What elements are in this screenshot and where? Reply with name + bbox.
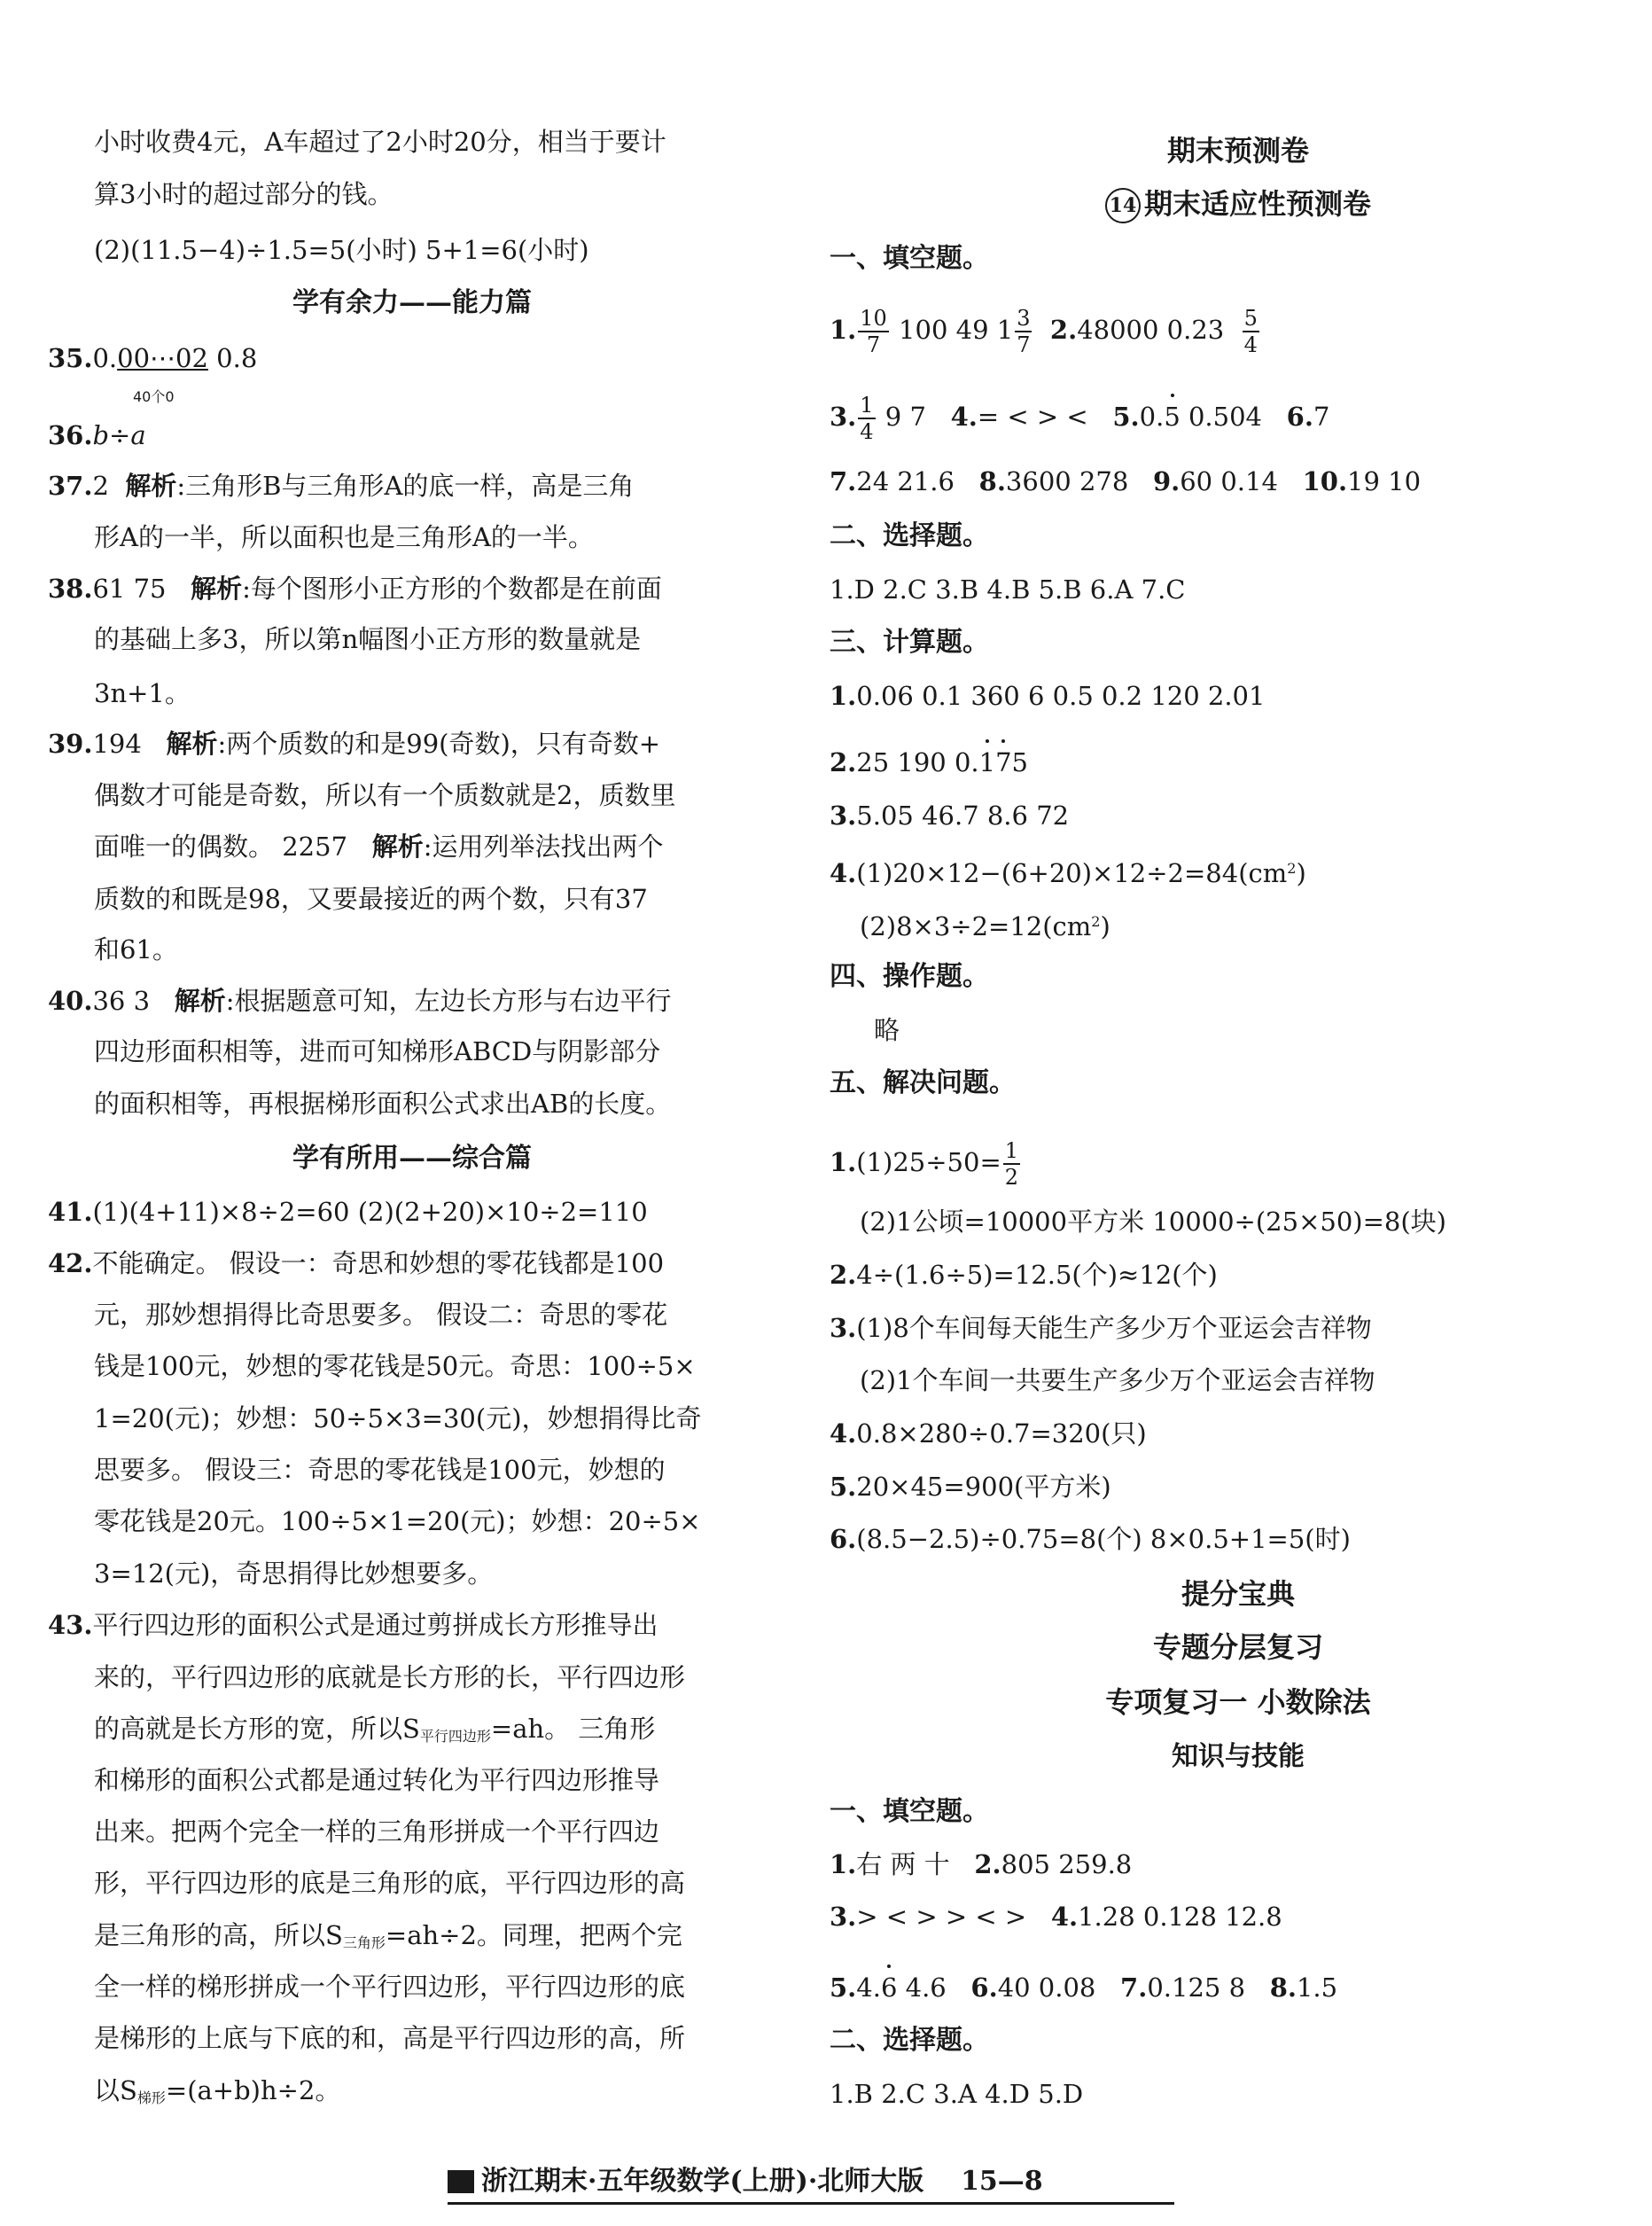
calc-4-c: (2)8×3÷2=12(cm bbox=[860, 911, 1092, 941]
repeating-digit: 6 bbox=[881, 1970, 897, 2005]
text-line: 出来。把两个完全一样的三角形拼成一个平行四边 bbox=[94, 1816, 660, 1847]
fraction bbox=[858, 393, 875, 444]
section-choice: 二、选择题。 bbox=[830, 520, 989, 551]
q39-line3 bbox=[94, 829, 663, 864]
section-heading-ability: 学有余力——能力篇 bbox=[292, 287, 532, 318]
section-choice-2: 二、选择题。 bbox=[830, 2025, 989, 2056]
calc-2-d: 5 bbox=[1011, 747, 1028, 777]
text-line: 零花钱是20元。100÷5×1=20(元)；妙想：20÷5× bbox=[94, 1506, 701, 1536]
text-line: 3=12(元)，奇思捐得比妙想要多。 bbox=[94, 1558, 494, 1589]
numerator: 5 bbox=[1243, 306, 1258, 331]
denominator: 7 bbox=[1017, 332, 1031, 357]
section-solve: 五、解决问题。 bbox=[830, 1067, 1016, 1098]
q38-line1 bbox=[48, 571, 662, 606]
solve-6-text: (8.5−2.5)÷0.75=8(个) 8×0.5+1=5(时) bbox=[856, 1524, 1351, 1554]
q43-g1: 是三角形的高，所以S bbox=[94, 1920, 343, 1950]
analysis-label: 解析 bbox=[371, 832, 424, 862]
fill-row3 bbox=[830, 464, 1421, 499]
q-number: 36. bbox=[48, 420, 93, 450]
q35 bbox=[48, 340, 257, 376]
q39-d: 面唯一的偶数。 2257 bbox=[94, 832, 348, 862]
q36 bbox=[48, 418, 146, 453]
q43-j2: =(a+b)h÷2。 bbox=[165, 2075, 341, 2105]
q39-b: :两个质数的和是99(奇数)，只有奇数+ bbox=[217, 729, 661, 759]
solve-2-text: 4÷(1.6÷5)=12.5(个)≈12(个) bbox=[856, 1260, 1218, 1290]
q-number: 42. bbox=[48, 1248, 93, 1278]
text-line: 3n+1。 bbox=[94, 678, 191, 708]
text-line: 钱是100元，妙想的零花钱是50元。奇思：100÷5× bbox=[94, 1351, 696, 1381]
q-number: 40. bbox=[48, 986, 93, 1016]
page-number: 15—8 bbox=[961, 2166, 1043, 2197]
calc-4-b: ) bbox=[1296, 858, 1306, 888]
q-number: 43. bbox=[48, 1610, 93, 1640]
q43-c1: 的高就是长方形的宽，所以S bbox=[94, 1714, 420, 1744]
q43-a: 平行四边形的面积公式是通过剪拼成长方形推导出 bbox=[92, 1610, 658, 1640]
q43-line7 bbox=[94, 1917, 682, 1961]
q-number: 41. bbox=[48, 1197, 93, 1227]
analysis-label: 解析 bbox=[125, 471, 177, 501]
fill-8-values: 3600 278 bbox=[1005, 466, 1129, 496]
review-3-values: > < > > < > bbox=[856, 1902, 1027, 1932]
q38-b: :每个图形小正方形的个数都是在前面 bbox=[242, 574, 662, 604]
solve-3 bbox=[830, 1310, 1372, 1346]
q-number: 3. bbox=[830, 1313, 857, 1343]
q-number: 6. bbox=[1286, 402, 1313, 432]
fraction bbox=[858, 306, 889, 357]
review-5-a: 4. bbox=[856, 1972, 881, 2003]
review-8-values: 1.5 bbox=[1296, 1972, 1338, 2003]
text-line: 四边形面积相等，进而可知梯形ABCD与阴影部分 bbox=[94, 1036, 661, 1066]
fill-1-values: 100 49 1 bbox=[890, 315, 1014, 345]
q41-answer: (1)(4+11)×8÷2=60 (2)(2+20)×10÷2=110 bbox=[92, 1197, 648, 1227]
denominator: 4 bbox=[860, 419, 874, 444]
solve-2 bbox=[830, 1257, 1218, 1293]
calc-2 bbox=[830, 745, 1028, 780]
fill-10-values: 19 10 bbox=[1347, 466, 1422, 496]
fraction bbox=[1003, 1138, 1020, 1190]
q43-line1 bbox=[48, 1607, 658, 1643]
q43-g2: =ah÷2。同理，把两个完 bbox=[385, 1920, 682, 1950]
analysis-label: 解析 bbox=[166, 729, 218, 759]
q43-g-sub: 三角形 bbox=[342, 1934, 386, 1951]
text-line: 形，平行四边形的底是三角形的底，平行四边形的高 bbox=[94, 1868, 686, 1898]
fill-5-c: 0.504 bbox=[1180, 402, 1263, 432]
heading-tifen: 提分宝典 bbox=[1181, 1577, 1295, 1611]
q38-answer: 61 75 bbox=[92, 574, 167, 604]
operation-answer: 略 bbox=[874, 1015, 900, 1045]
fraction bbox=[1243, 306, 1259, 357]
heading-topic-review: 专题分层复习 bbox=[1152, 1630, 1323, 1664]
review-6-values: 40 0.08 bbox=[997, 1972, 1096, 2003]
title-text: 期末适应性预测卷 bbox=[1143, 187, 1371, 221]
book-logo-icon bbox=[448, 2170, 474, 2193]
q-number: 1. bbox=[830, 1849, 857, 1879]
q39-e: :运用列举法找出两个 bbox=[423, 832, 664, 862]
text-line: 和梯形的面积公式都是通过转化为平行四边形推导 bbox=[94, 1765, 660, 1795]
solve-1 bbox=[830, 1138, 1022, 1190]
choice-answers: 1.D 2.C 3.B 4.B 5.B 6.A 7.C bbox=[830, 574, 1186, 605]
text-line: 1=20(元)；妙想：50÷5×3=30(元)，妙想捐得比奇 bbox=[94, 1403, 702, 1433]
solve-4 bbox=[830, 1416, 1147, 1451]
text-line: (2)(11.5−4)÷1.5=5(小时) 5+1=6(小时) bbox=[94, 235, 589, 265]
q-number: 37. bbox=[48, 471, 93, 501]
calc-4-line2 bbox=[860, 904, 1110, 944]
denominator: 4 bbox=[1243, 332, 1258, 357]
review-row3 bbox=[830, 1970, 1337, 2005]
text-line: 的基础上多3，所以第n幅图小正方形的数量就是 bbox=[94, 624, 642, 654]
q35-a: 0. bbox=[92, 343, 118, 373]
solve-6 bbox=[830, 1521, 1351, 1557]
q-number: 4. bbox=[830, 1418, 857, 1449]
text-line: 算3小时的超过部分的钱。 bbox=[94, 179, 394, 209]
solve-4-text: 0.8×280÷0.7=320(只) bbox=[856, 1418, 1147, 1449]
text-line: 偶数才可能是奇数，所以有一个质数就是2，质数里 bbox=[94, 780, 676, 810]
q39-answer: 194 bbox=[92, 729, 142, 759]
choice-answers-2: 1.B 2.C 3.A 4.D 5.D bbox=[830, 2079, 1084, 2109]
text-line: 元，那妙想捐得比奇思要多。 假设二：奇思的零花 bbox=[94, 1300, 668, 1330]
numerator: 1 bbox=[1004, 1138, 1019, 1163]
review-1-values: 右 两 十 bbox=[856, 1849, 950, 1879]
solve-5 bbox=[830, 1469, 1111, 1504]
superscript: 2 bbox=[1287, 860, 1297, 877]
analysis-label: 解析 bbox=[174, 986, 226, 1016]
review-row2 bbox=[830, 1899, 1282, 1934]
calc-2-a: 25 190 0. bbox=[856, 747, 979, 777]
review-5-c: 4.6 bbox=[897, 1972, 947, 2003]
text-line: 思要多。 假设三：奇思的零花钱是100元，妙想的 bbox=[94, 1455, 666, 1485]
fill-2-values: 48000 0.23 bbox=[1077, 315, 1225, 345]
text-line: 形A的一半，所以面积也是三角形A的一半。 bbox=[94, 522, 594, 552]
circled-number: 14 bbox=[1105, 188, 1141, 223]
q35-c: 0.8 bbox=[207, 343, 258, 373]
text-line: (2)1个车间一共要生产多少万个亚运会吉祥物 bbox=[860, 1365, 1375, 1395]
text-line: 全一样的梯形拼成一个平行四边形，平行四边形的底 bbox=[94, 1972, 686, 2002]
text-line: 的面积相等，再根据梯形面积公式求出AB的长度。 bbox=[94, 1089, 672, 1119]
q42-line1 bbox=[48, 1246, 664, 1281]
text-line: (2)1公顷=10000平方米 10000÷(25×50)=8(块) bbox=[860, 1207, 1446, 1237]
solve-5-text: 20×45=900(平方米) bbox=[856, 1472, 1111, 1502]
section-fill-2: 一、填空题。 bbox=[830, 1796, 989, 1827]
q-number: 4. bbox=[950, 402, 978, 432]
fill-row2 bbox=[830, 393, 1329, 444]
fraction bbox=[1015, 306, 1032, 357]
review-4-values: 1.28 0.128 12.8 bbox=[1078, 1902, 1282, 1932]
solve-1-a: (1)25÷50= bbox=[856, 1147, 1001, 1177]
fill-4-values: = < > < bbox=[977, 402, 1088, 432]
q-number: 1. bbox=[830, 681, 857, 711]
footer-title: 浙江期末·五年级数学(上册)·北师大版 bbox=[481, 2166, 924, 2197]
q-number: 7. bbox=[830, 466, 857, 496]
fill-row1 bbox=[830, 306, 1261, 357]
q-number: 6. bbox=[970, 1972, 998, 2003]
review-2-values: 805 259.8 bbox=[1001, 1849, 1133, 1879]
q-number: 2. bbox=[830, 747, 857, 777]
solve-3-a: (1)8个车间每天能生产多少万个亚运会吉祥物 bbox=[856, 1313, 1372, 1343]
calc-3-values: 5.05 46.7 8.6 72 bbox=[856, 801, 1070, 831]
text-line: 来的，平行四边形的底就是长方形的长，平行四边形 bbox=[94, 1662, 686, 1692]
q-number: 38. bbox=[48, 574, 93, 604]
heading-knowledge: 知识与技能 bbox=[1172, 1741, 1305, 1772]
fill-5-a: 0. bbox=[1139, 402, 1165, 432]
q37-b: :三角形B与三角形A的底一样，高是三角 bbox=[176, 471, 635, 501]
q40-b: :根据题意可知，左边长方形与右边平行 bbox=[225, 986, 672, 1016]
text-line: 和61。 bbox=[94, 934, 178, 965]
numerator: 1 bbox=[860, 393, 874, 418]
section-fill: 一、填空题。 bbox=[830, 243, 989, 274]
q43-j1: 以S bbox=[94, 2075, 137, 2105]
q43-c2: =ah。 三角形 bbox=[490, 1714, 656, 1744]
q-number: 3. bbox=[830, 801, 857, 831]
calc-3 bbox=[830, 798, 1069, 833]
denominator: 7 bbox=[866, 332, 881, 357]
q-number: 8. bbox=[1269, 1972, 1297, 2003]
superscript: 2 bbox=[1091, 913, 1101, 930]
heading-decimal-division: 专项复习一 小数除法 bbox=[1105, 1685, 1371, 1719]
q40-line1 bbox=[48, 983, 671, 1019]
q40-answer: 36 3 bbox=[92, 986, 151, 1016]
q43-j-sub: 梯形 bbox=[136, 2089, 166, 2106]
q35-note: 40个0 bbox=[133, 388, 175, 405]
q-number: 4. bbox=[830, 858, 857, 888]
q37-answer: 2 bbox=[92, 471, 109, 501]
q-number: 1. bbox=[830, 315, 857, 345]
fill-6-values: 7 bbox=[1313, 402, 1330, 432]
q-number: 4. bbox=[1050, 1902, 1079, 1932]
section-heading-comprehensive: 学有所用——综合篇 bbox=[292, 1143, 532, 1174]
q-number: 10. bbox=[1302, 466, 1348, 496]
text-line: 是梯形的上底与下底的和，高是平行四边形的高，所 bbox=[94, 2023, 686, 2053]
calc-4 bbox=[830, 851, 1306, 891]
q43-c-sub: 平行四边形 bbox=[419, 1728, 491, 1745]
q-number: 8. bbox=[978, 466, 1006, 496]
fill-3-values: 9 7 bbox=[877, 402, 926, 432]
numerator: 3 bbox=[1017, 306, 1031, 331]
calc-4-a: (1)20×12−(6+20)×12÷2=84(cm bbox=[856, 858, 1288, 888]
review-7-values: 0.125 8 bbox=[1147, 1972, 1246, 2003]
repeating-digit: 7 bbox=[995, 745, 1011, 780]
fill-7-values: 24 21.6 bbox=[856, 466, 955, 496]
q-number: 39. bbox=[48, 729, 93, 759]
q-number: 5. bbox=[830, 1972, 857, 2003]
denominator: 2 bbox=[1004, 1165, 1019, 1190]
q42-a: 不能确定。 假设一：奇思和妙想的零花钱都是100 bbox=[92, 1248, 665, 1278]
q-number: 2. bbox=[1049, 315, 1078, 345]
calc-4-d: ) bbox=[1100, 911, 1110, 941]
numerator: 10 bbox=[860, 306, 887, 331]
q-number: 5. bbox=[830, 1472, 857, 1502]
q43-line10 bbox=[94, 2073, 340, 2116]
fill-9-values: 60 0.14 bbox=[1180, 466, 1278, 496]
q-number: 3. bbox=[830, 402, 857, 432]
q43-line3 bbox=[94, 1711, 655, 1754]
q36-answer: b÷a bbox=[92, 420, 146, 450]
text-line: 小时收费4元，A车超过了2小时20分，相当于要计 bbox=[94, 127, 666, 157]
section-calc: 三、计算题。 bbox=[830, 627, 989, 658]
q-number: 3. bbox=[830, 1902, 857, 1932]
q-number: 2. bbox=[974, 1849, 1001, 1879]
repeating-digit: 5 bbox=[1164, 399, 1180, 434]
q41 bbox=[48, 1194, 648, 1230]
q-number: 2. bbox=[830, 1260, 857, 1290]
q39-line1 bbox=[48, 726, 660, 762]
repeating-digit: 1 bbox=[979, 745, 995, 780]
q-number: 1. bbox=[830, 1147, 857, 1177]
title-exam: 期末预测卷 bbox=[1166, 134, 1309, 168]
q37-line1 bbox=[48, 468, 634, 504]
q35-b: 00⋯02 bbox=[117, 343, 208, 373]
review-row1 bbox=[830, 1847, 1132, 1882]
section-operation: 四、操作题。 bbox=[830, 961, 989, 992]
q-number: 9. bbox=[1152, 466, 1181, 496]
text-line: 质数的和既是98，又要最接近的两个数，只有37 bbox=[94, 884, 648, 914]
calc-1-values: 0.06 0.1 360 6 0.5 0.2 120 2.01 bbox=[856, 681, 1266, 711]
analysis-label: 解析 bbox=[191, 574, 243, 604]
calc-1 bbox=[830, 678, 1265, 714]
q-number: 35. bbox=[48, 343, 93, 373]
page-footer bbox=[448, 2161, 1174, 2205]
title-exam-14 bbox=[824, 186, 1652, 223]
q-number: 6. bbox=[830, 1524, 857, 1554]
q-number: 7. bbox=[1120, 1972, 1148, 2003]
q-number: 5. bbox=[1112, 402, 1140, 432]
